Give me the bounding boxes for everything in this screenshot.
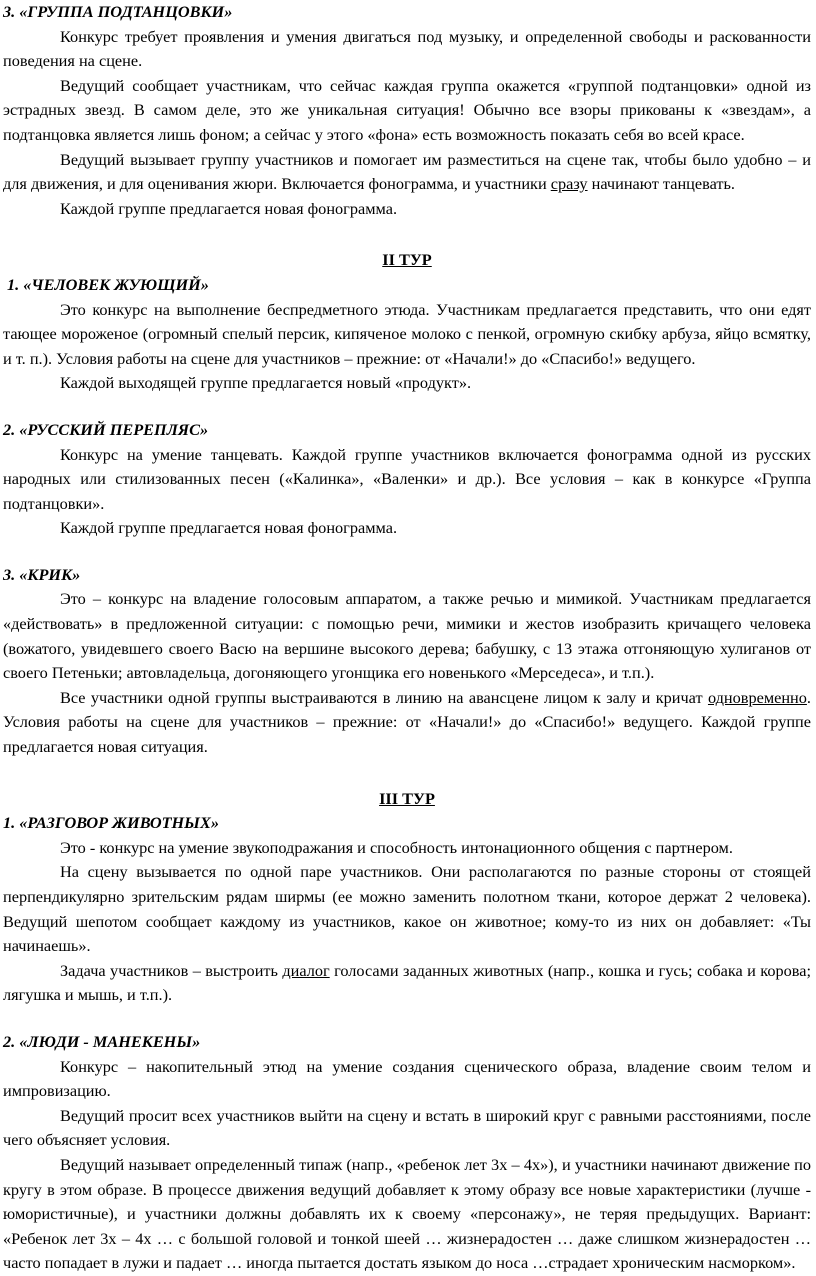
paragraph: Каждой группе предлагается новая фонограмма. [60, 518, 398, 538]
paragraph: Конкурс на умение танцевать. Каждой группе участников включается фонограмма одной из русских народных или стилизованных песен («Калинка», «Валенки» и др.). Все условия – как в конкурсе «Группа подтанцовки». [3, 444, 811, 513]
underlined-word: одновременно [707, 687, 807, 707]
spacer [3, 760, 811, 787]
section-heading: 2. «ЛЮДИ - МАНЕКЕНЫ» [3, 1031, 201, 1051]
paragraph: Конкурс требует проявления и умения двигаться под музыку, и определенной свободы и раскованности поведения на сцене. [3, 26, 811, 71]
spacer [3, 1008, 811, 1030]
text-run: Ведущий вызывает группу участников и помогает им разместиться на сцене так, чтобы было удобно – и для движения, и для оценивания жюри. Включается фонограмма, и участники [3, 149, 811, 194]
underlined-word: диалог [282, 960, 330, 980]
text-run: Задача участников – выстроить [60, 960, 283, 980]
paragraph: На сцену вызывается по одной паре участников. Они располагаются по разные стороны от стоящей перпендикулярно зрительским рядам ширмы (ее можно заменить полотном ткани, которое держат 2 человека). Ведущий шепотом сообщает каждому из участников, какое он животное; кому-то из них он добавляет: «Ты начинаешь». [3, 862, 811, 956]
section-heading: 1. «ЧЕЛОВЕК ЖУЮЩИЙ» [7, 274, 209, 294]
spacer [3, 396, 811, 418]
underlined-word: сразу [550, 174, 588, 194]
paragraph [3, 959, 811, 1008]
paragraph: Ведущий сообщает участникам, что сейчас каждая группа окажется «группой подтанцовки» одной из эстрадных звезд. В самом деле, это же уникальная ситуация! Обычно все взоры прикованы к «звездам», а подтанцовка является лишь фоном; а сейчас у этого «фона» есть возможность показать себя во всей красе. [3, 75, 811, 144]
paragraph [3, 148, 811, 197]
paragraph: Это конкурс на выполнение беспредметного этюда. Участникам предлагается представить, что они едят тающее мороженое (огромный спелый персик, кипяченое молоко с пенкой, огромную скибку арбуза, яйцо всмятку, и т. п.). Условия работы на сцене для участников – прежние: от «Начали!» до «Спасибо!» ведущего. [3, 299, 811, 368]
section-heading: 3. «ГРУППА ПОДТАНЦОВКИ» [3, 2, 233, 21]
paragraph: Это – конкурс на владение голосовым аппаратом, а также речью и мимикой. Участникам предлагается «действовать» в предложенной ситуации: с помощью речи, мимики и жестов изобразить кричащего человека (вожатого, увидевшего своего Васю на вершине высокого дерева; бабушку, с 13 этажа отгоняющую хулиганов от своего Петеньки; автовладельца, догоняющего угонщика его новенького «Мерседеса», и т.п.). [3, 589, 811, 683]
spacer [3, 541, 811, 563]
spacer [3, 221, 811, 248]
text-run: начинают танцевать. [587, 174, 735, 194]
section-heading: 3. «КРИК» [3, 564, 81, 584]
text-run: Все участники одной группы выстраиваются в линию на авансцене лицом к залу и кричат [60, 687, 708, 707]
section-heading: 2. «РУССКИЙ ПЕРЕПЛЯС» [3, 419, 209, 439]
text-run: голосами заданных животных (напр., кошка и гусь; собака и корова; лягушка и мышь, и т.п.). [3, 960, 811, 1005]
paragraph: Это - конкурс на умение звукоподражания и способность интонационного общения с партнером. [60, 837, 733, 857]
paragraph: Ведущий просит всех участников выйти на сцену и встать в широкий круг с равными расстояниями, после чего объясняет условия. [3, 1105, 811, 1150]
text-run: . Условия работы на сцене для участников – прежние: от «Начали!» до «Спасибо!» ведущего. Каждой группе предлагается новая ситуация. [3, 687, 811, 757]
paragraph: Конкурс – накопительный этюд на умение создания сценического образа, владение своим телом и импровизацию. [3, 1056, 811, 1101]
paragraph [3, 686, 811, 760]
tour-heading: II ТУР [382, 250, 432, 270]
section-heading: 1. «РАЗГОВОР ЖИВОТНЫХ» [3, 813, 219, 833]
paragraph: Ведущий называет определенный типаж (напр., «ребенок лет 3х – 4х»), и участники начинают движение по кругу в этом образе. В процессе движения ведущий добавляет к этому образу все новые характеристики (лучше - юмористичные), и участники должны добавлять их к своему «персонажу», не теряя предыдущих. Вариант: «Ребенок лет 3х – 4х … с большой головой и тонкой шеей … жизнерадостен … даже слишком жизнерадостен … часто попадает в лужи и падает … иногда пытается достать языком до носа …страдает хроническим насморком». [3, 1154, 811, 1273]
tour-heading: III ТУР [379, 788, 435, 808]
paragraph: Каждой выходящей группе предлагается новый «продукт». [60, 373, 472, 393]
paragraph: Каждой группе предлагается новая фонограмма. [60, 198, 398, 218]
